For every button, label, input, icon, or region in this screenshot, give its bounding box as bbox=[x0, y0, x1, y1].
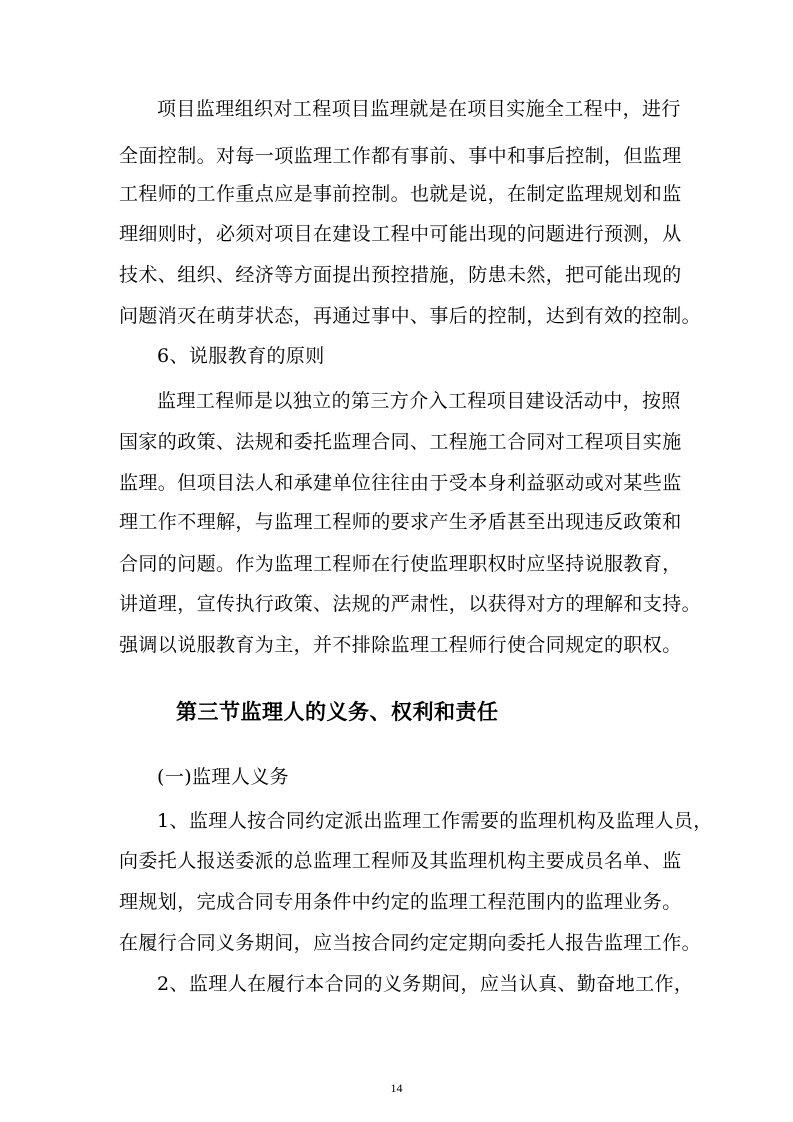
text-line: 项目监理组织对工程项目监理就是在项目实施全工程中，进行 bbox=[157, 98, 681, 120]
text-line: 合同的问题。作为监理工程师在行使监理职权时应坚持说服教育， bbox=[119, 553, 682, 575]
text-line: 1、监理人按合同约定派出监理工作需要的监理机构及监理人员， bbox=[157, 810, 713, 832]
text-line: 问题消灭在萌芽状态，再通过事中、事后的控制，达到有效的控制。 bbox=[119, 305, 702, 327]
section-heading: 第三节监理人的义务、权利和责任 bbox=[176, 699, 499, 724]
page-number: 14 bbox=[390, 1081, 403, 1095]
text-line: 在履行合同义务期间，应当按合同约定定期向委托人报告监理工作。 bbox=[119, 932, 702, 954]
text-line: 向委托人报送委派的总监理工程师及其监理机构主要成员名单、监 bbox=[119, 850, 682, 872]
text-line: 监理工程师是以独立的第三方介入工程项目建设活动中，按照 bbox=[157, 390, 681, 412]
text-line: 6、说服教育的原则 bbox=[157, 345, 325, 367]
subheading: (一)监理人义务 bbox=[157, 766, 290, 788]
text-line: 强调以说服教育为主，并不排除监理工程师行使合同规定的职权。 bbox=[119, 634, 682, 656]
text-line: 理工作不理解，与监理工程师的要求产生矛盾甚至出现违反政策和 bbox=[119, 511, 682, 533]
text-line: 国家的政策、法规和委托监理合同、工程施工合同对工程项目实施 bbox=[119, 431, 682, 453]
text-line: 技术、组织、经济等方面提出预控措施，防患未然，把可能出现的 bbox=[119, 264, 682, 286]
text-line: 讲道理，宣传执行政策、法规的严肃性，以获得对方的理解和支持。 bbox=[119, 593, 702, 615]
text-line: 理细则时，必须对项目在建设工程中可能出现的问题进行预测，从 bbox=[119, 223, 682, 245]
text-line: 理规划，完成合同专用条件中约定的监理工程范围内的监理业务。 bbox=[119, 891, 682, 913]
text-line: 全面控制。对每一项监理工作都有事前、事中和事后控制，但监理 bbox=[119, 145, 682, 167]
text-line: 工程师的工作重点应是事前控制。也就是说，在制定监理规划和监 bbox=[119, 183, 682, 205]
text-line: 2、监理人在履行本合同的义务期间，应当认真、勤奋地工作， bbox=[157, 973, 694, 995]
text-line: 监理。但项目法人和承建单位往往由于受本身利益驱动或对某些监 bbox=[119, 472, 682, 494]
